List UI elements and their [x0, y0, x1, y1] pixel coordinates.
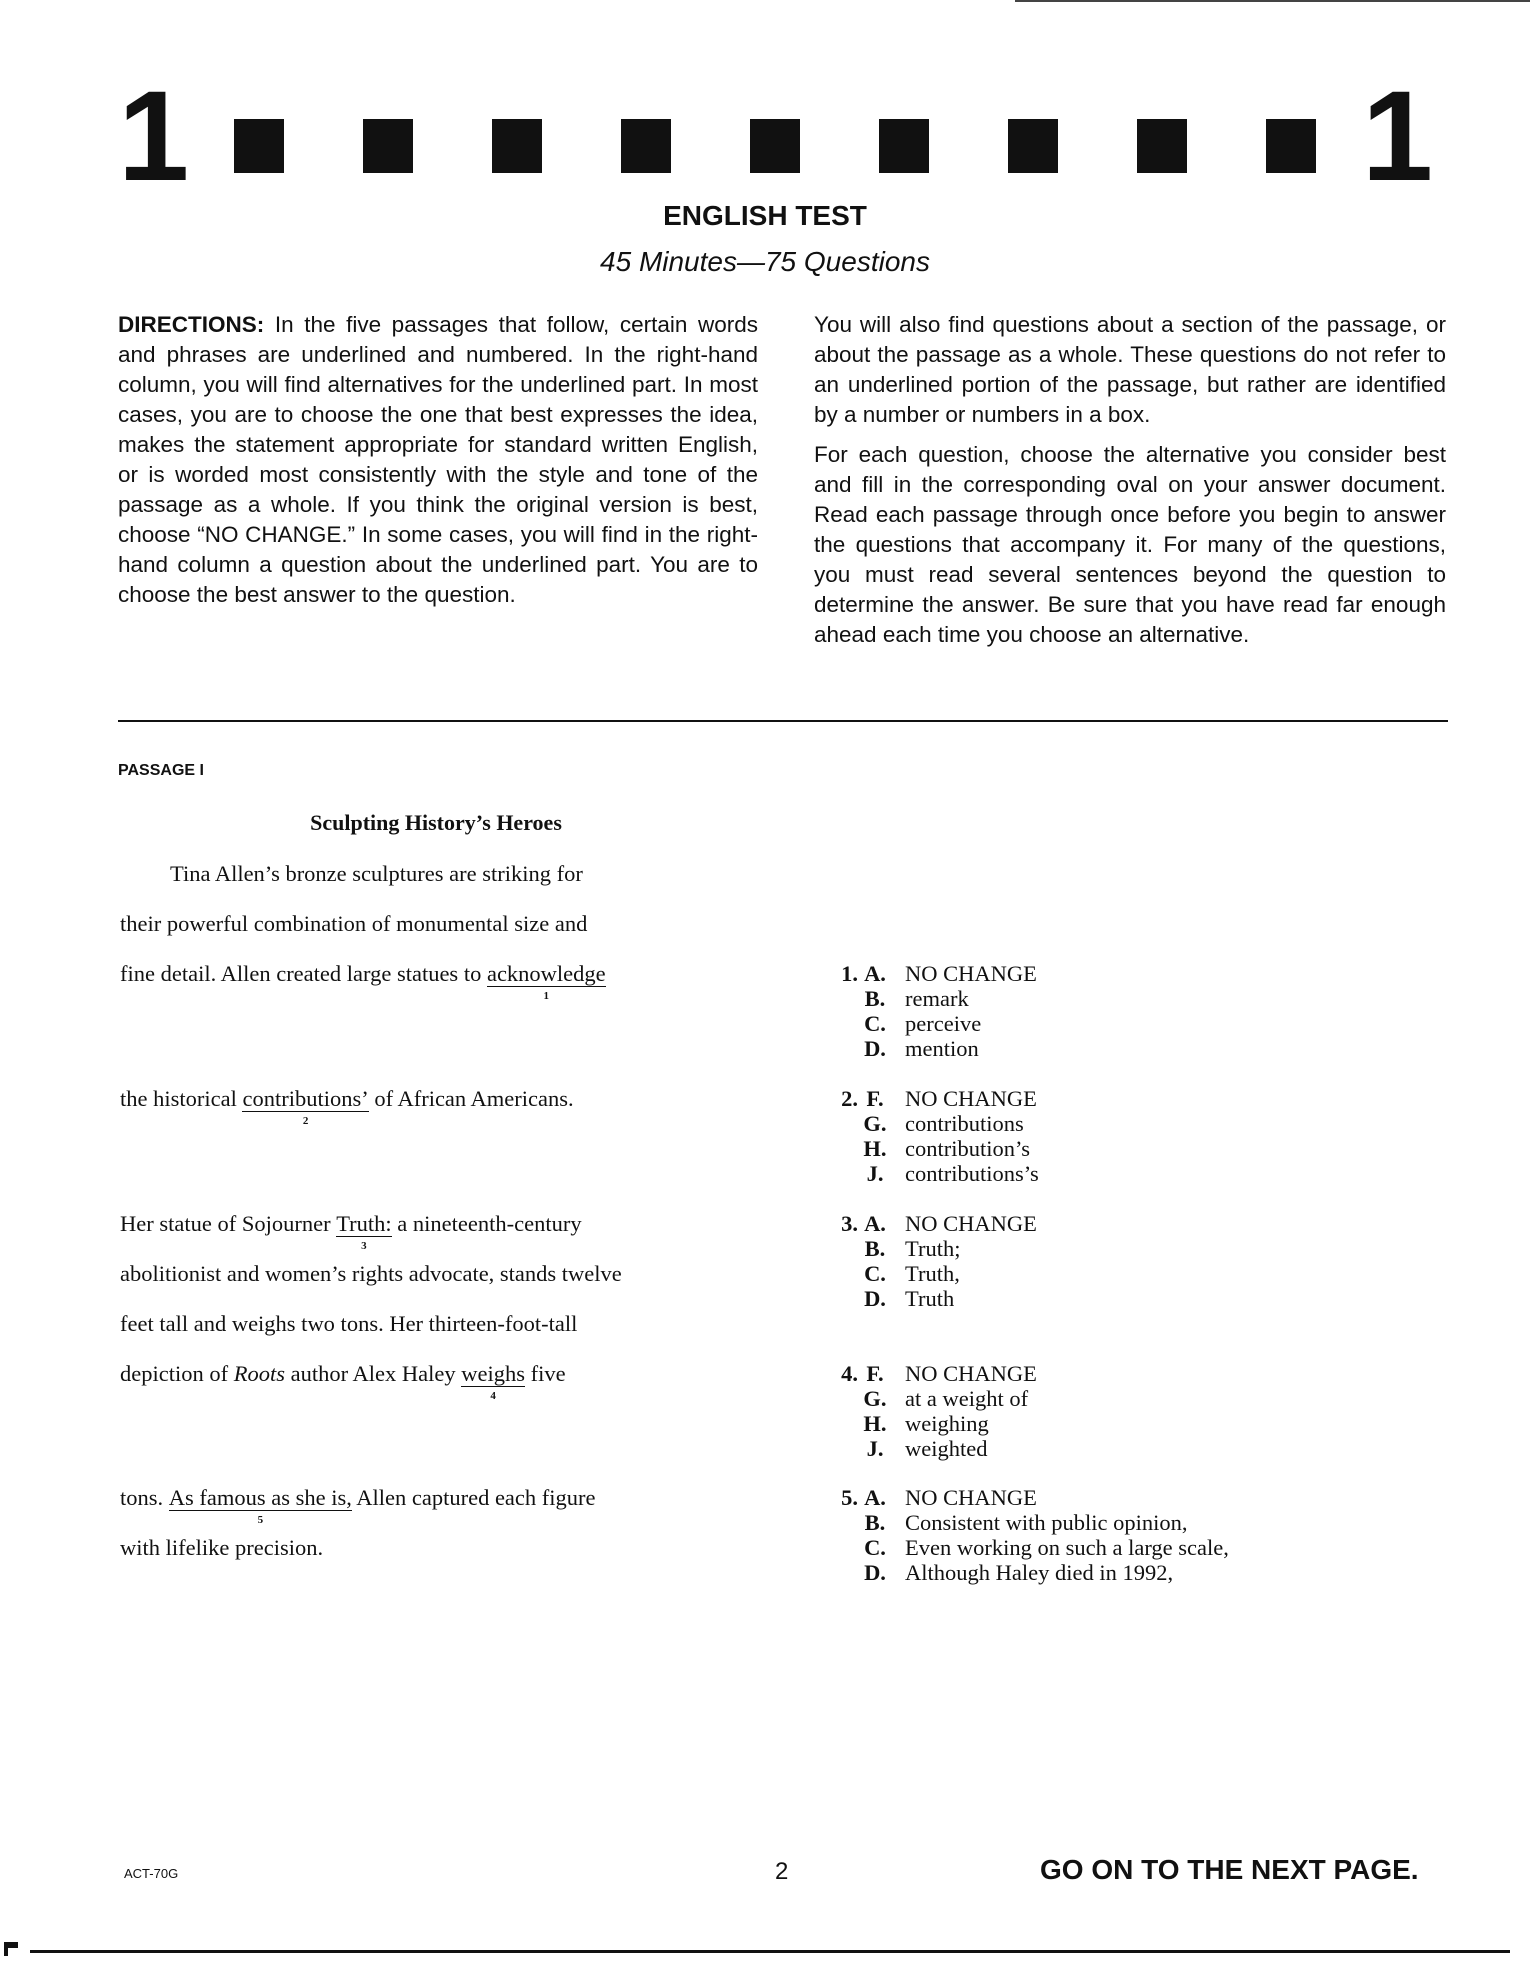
top-edge-line [1015, 0, 1530, 2]
option-text: NO CHANGE [905, 1086, 1037, 1111]
bottom-rule [30, 1950, 1510, 1953]
option-text: mention [905, 1036, 979, 1061]
underline-number-1: 1 [543, 990, 550, 1002]
passage-line-8-post: five [524, 1361, 566, 1386]
corner-registration-mark [4, 1942, 18, 1948]
underline-number-3: 3 [361, 1240, 367, 1252]
passage-line-4 [120, 1085, 574, 1127]
option-letter: A. [864, 1485, 886, 1510]
question-number: 5. [841, 1485, 858, 1510]
header-square-3 [492, 119, 542, 173]
option-text: NO CHANGE [905, 961, 1037, 986]
directions-right-paragraph-2: For each question, choose the alternative you consider best and fill in the corresponding oval on your answer document. Read each passage through once before you begin to answer the questions that accompany it. For many of the questions, you must read several sentences beyond the question to determine the answer. Be sure that you have read far enough ahead each time you choose an alternative. [814, 442, 1446, 647]
option-text: Even working on such a large scale, [905, 1535, 1229, 1560]
passage-label: PASSAGE I [118, 762, 204, 779]
passage-line-4-text: the historical [120, 1086, 243, 1111]
question-number: 3. [841, 1211, 858, 1236]
passage-line-1: Tina Allen’s bronze sculptures are striking for [170, 861, 583, 886]
passage-line-6: abolitionist and women’s rights advocate, stands twelve [120, 1261, 622, 1286]
option-text: Truth; [905, 1236, 961, 1261]
option-letter: D. [864, 1036, 886, 1061]
option-letter: J. [866, 1436, 884, 1461]
option-text: contributions’s [905, 1161, 1039, 1186]
option-text: weighing [905, 1411, 989, 1436]
option-letter: C. [864, 1011, 886, 1036]
underlined-text-2: contributions’ [242, 1086, 369, 1111]
underlined-text-3: Truth: [336, 1211, 392, 1236]
option-letter: J. [866, 1161, 884, 1186]
header-square-9 [1266, 119, 1316, 173]
underlined-text-5: As famous as she is, [168, 1485, 352, 1510]
passage-title: Sculpting History’s Heroes [310, 810, 562, 835]
underline-number-5: 5 [257, 1514, 264, 1526]
option-letter: B. [864, 1236, 886, 1261]
directions-right-paragraph-1: You will also find questions about a section of the passage, or about the passage as a whole. These questions do not refer to an underlined portion of the passage, but rather are identified by a number or numbers in a box. [814, 312, 1446, 427]
passage-line-9 [120, 1484, 596, 1526]
question-number: 2. [841, 1086, 858, 1111]
option-letter: B. [864, 1510, 886, 1535]
option-text: Although Haley died in 1992, [905, 1560, 1174, 1585]
header-square-4 [621, 119, 671, 173]
option-letter: C. [864, 1535, 886, 1560]
option-text: contribution’s [905, 1136, 1030, 1161]
passage-line-5-post: a nineteenth-century [391, 1211, 582, 1236]
test-title: ENGLISH TEST [663, 200, 867, 231]
option-letter: A. [864, 961, 886, 986]
question-number: 1. [841, 961, 858, 986]
passage-line-10: with lifelike precision. [120, 1535, 324, 1560]
directions-label: DIRECTIONS: [118, 312, 265, 337]
underlined-portion-1[interactable] [486, 961, 606, 1002]
directions-left-text: In the five passages that follow, certain words and phrases are underlined and numbered. In the right-hand column, you will find alternatives for the underlined part. In most cases, you are to choose the one that best expresses the idea, makes the statement appropriate for standard written English, or is worded most consistently with the style and tone of the passage as a whole. If you think the original version is best, choose “NO CHANGE.” In some cases, you will find in the right-hand column a question about the underlined part. You are to choose the best answer to the question. [118, 312, 758, 607]
page-number: 2 [775, 1858, 789, 1885]
underlined-portion-3[interactable] [336, 1211, 392, 1252]
underlined-portion-5[interactable] [168, 1485, 352, 1526]
passage-line-2: their powerful combination of monumental size and [120, 911, 588, 936]
section-number-left: 1 [118, 65, 190, 208]
section-number-right: 1 [1361, 65, 1433, 208]
passage-line-5 [120, 1210, 582, 1252]
underlined-text-4: weighs [461, 1361, 525, 1386]
directions-right-column [814, 310, 1446, 660]
header-square-8 [1137, 119, 1187, 173]
underlined-portion-2[interactable] [242, 1086, 369, 1127]
option-letter: G. [863, 1386, 887, 1411]
test-subtitle: 45 Minutes—75 Questions [600, 246, 930, 277]
section-header-band [118, 65, 1433, 208]
header-square-6 [879, 119, 929, 173]
passage-line-8-italic: Roots [233, 1361, 285, 1386]
go-on-next-page: GO ON TO THE NEXT PAGE. [1040, 1854, 1419, 1885]
option-text: Truth [905, 1286, 955, 1311]
option-letter: H. [863, 1136, 887, 1161]
option-text: NO CHANGE [905, 1485, 1037, 1510]
underline-number-2: 2 [302, 1115, 309, 1127]
passage-line-4-post: of African Americans. [368, 1086, 574, 1111]
option-text: NO CHANGE [905, 1361, 1037, 1386]
option-letter: B. [864, 986, 886, 1011]
header-square-5 [750, 119, 800, 173]
option-letter: D. [864, 1286, 886, 1311]
option-text: perceive [905, 1011, 982, 1036]
header-square-2 [363, 119, 413, 173]
option-text: weighted [905, 1436, 988, 1461]
passage-line-3-text: fine detail. Allen created large statues to [120, 961, 487, 986]
passage-line-9-post: Allen captured each figure [351, 1485, 596, 1510]
header-square-7 [1008, 119, 1058, 173]
passage-line-8 [120, 1360, 566, 1402]
passage-line-9-text: tons. [120, 1485, 169, 1510]
option-letter: A. [864, 1211, 886, 1236]
option-text: at a weight of [905, 1386, 1029, 1411]
option-text: Truth, [905, 1261, 960, 1286]
passage-line-8-mid: author Alex Haley [285, 1361, 462, 1386]
passage-line-8-text: depiction of [120, 1361, 234, 1386]
option-letter: G. [863, 1111, 887, 1136]
underline-number-4: 4 [490, 1390, 496, 1402]
directions-left-column [118, 310, 758, 610]
option-letter: C. [864, 1261, 886, 1286]
underlined-portion-4[interactable] [461, 1361, 525, 1402]
passage-line-7: feet tall and weighs two tons. Her thirteen-foot-tall [120, 1311, 578, 1336]
option-text: contributions [905, 1111, 1024, 1136]
section-divider [118, 720, 1448, 722]
option-text: Consistent with public opinion, [905, 1510, 1188, 1535]
header-square-1 [234, 119, 284, 173]
option-text: NO CHANGE [905, 1211, 1037, 1236]
option-letter: F. [866, 1361, 884, 1386]
passage-line-3 [120, 960, 606, 1002]
question-number: 4. [841, 1361, 858, 1386]
option-letter: F. [866, 1086, 884, 1111]
option-text: remark [905, 986, 969, 1011]
underlined-text-1: acknowledge [486, 961, 606, 986]
option-letter: H. [863, 1411, 887, 1436]
form-code: ACT-70G [124, 1866, 179, 1881]
passage-line-5-text: Her statue of Sojourner [120, 1211, 337, 1236]
option-letter: D. [864, 1560, 886, 1585]
